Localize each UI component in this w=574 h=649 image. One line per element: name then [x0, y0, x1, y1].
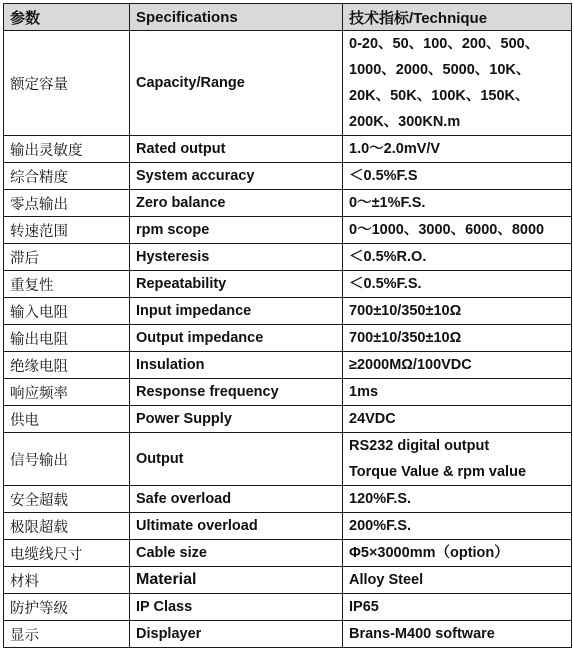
value-cell — [343, 621, 572, 648]
value-cell — [343, 217, 572, 244]
value-line: 0～±1%F.S. — [349, 195, 426, 211]
param-cn-cell: 输出灵敏度 — [4, 136, 130, 163]
param-cn-cell: 输出电阻 — [4, 325, 130, 352]
value-line: 700±10/350±10Ω — [349, 330, 462, 346]
value-cell — [343, 136, 572, 163]
table-row — [4, 271, 572, 298]
value-line: 24VDC — [349, 411, 396, 427]
header-param: 参数 — [4, 4, 130, 31]
param-en-cell: Response frequency — [130, 379, 343, 406]
param-cn-cell: 重复性 — [4, 271, 130, 298]
param-en-cell: Ultimate overload — [130, 513, 343, 540]
table-row — [4, 540, 572, 567]
value-line: 0-20、50、100、200、500、 — [349, 36, 540, 52]
value-line: ≥2000MΩ/100VDC — [349, 357, 472, 373]
param-cn-cell: 极限超载 — [4, 513, 130, 540]
value-line: ＜0.5%R.O. — [349, 249, 427, 265]
value-line: Brans-M400 software — [349, 626, 495, 642]
value-line: 1ms — [349, 384, 379, 400]
value-line: IP65 — [349, 599, 379, 615]
table-row — [4, 567, 572, 594]
value-line: 200%F.S. — [349, 518, 412, 534]
value-cell — [343, 352, 572, 379]
value-cell — [343, 190, 572, 217]
table-row — [4, 486, 572, 513]
value-line: Φ5×3000mm（option） — [349, 545, 509, 561]
value-line: ＜0.5%F.S. — [349, 276, 422, 292]
value-line: RS232 digital output — [349, 438, 490, 454]
param-en-cell: Power Supply — [130, 406, 343, 433]
table-row — [4, 325, 572, 352]
value-cell — [343, 486, 572, 513]
table-row — [4, 298, 572, 325]
param-en-cell: Material — [130, 567, 343, 594]
table-body — [4, 31, 572, 648]
param-cn-cell: 显示 — [4, 621, 130, 648]
param-cn-cell: 输入电阻 — [4, 298, 130, 325]
param-en-cell: Capacity/Range — [130, 31, 343, 136]
param-en-cell: Repeatability — [130, 271, 343, 298]
value-cell — [343, 406, 572, 433]
param-cn-cell: 防护等级 — [4, 594, 130, 621]
value-line: 120%F.S. — [349, 491, 412, 507]
param-en-cell: Output — [130, 433, 343, 486]
param-cn-cell: 零点输出 — [4, 190, 130, 217]
value-cell — [343, 379, 572, 406]
param-en-cell: Cable size — [130, 540, 343, 567]
param-cn-cell: 供电 — [4, 406, 130, 433]
param-cn-cell: 滞后 — [4, 244, 130, 271]
value-line: Alloy Steel — [349, 572, 424, 588]
table-row — [4, 136, 572, 163]
value-cell — [343, 163, 572, 190]
table-row — [4, 190, 572, 217]
param-en-cell: System accuracy — [130, 163, 343, 190]
table-row — [4, 406, 572, 433]
table-row — [4, 379, 572, 406]
param-cn-cell: 材料 — [4, 567, 130, 594]
value-cell — [343, 513, 572, 540]
param-en-cell: rpm scope — [130, 217, 343, 244]
value-line: 1.0～2.0mV/V — [349, 141, 441, 157]
param-cn-cell: 额定容量 — [4, 31, 130, 136]
param-cn-cell: 转速范围 — [4, 217, 130, 244]
value-line: 200K、300KN.m — [349, 114, 461, 130]
value-line: Torque Value & rpm value — [349, 464, 527, 480]
value-line: 1000、2000、5000、10K、 — [349, 62, 531, 78]
table-row — [4, 31, 572, 136]
value-cell — [343, 244, 572, 271]
table-header — [4, 4, 572, 31]
table-row — [4, 217, 572, 244]
value-cell — [343, 298, 572, 325]
param-en-cell: Input impedance — [130, 298, 343, 325]
header-row — [4, 4, 572, 31]
value-cell — [343, 271, 572, 298]
table-row — [4, 513, 572, 540]
value-line: 0～1000、3000、6000、8000 — [349, 222, 545, 238]
header-technique: 技术指标/Technique — [343, 4, 572, 31]
param-en-cell: IP Class — [130, 594, 343, 621]
value-line: 20K、50K、100K、150K、 — [349, 88, 530, 104]
param-cn-cell: 综合精度 — [4, 163, 130, 190]
param-en-cell: Output impedance — [130, 325, 343, 352]
param-cn-cell: 响应频率 — [4, 379, 130, 406]
value-line: ＜0.5%F.S — [349, 168, 418, 184]
table-row — [4, 352, 572, 379]
param-en-cell: Hysteresis — [130, 244, 343, 271]
value-cell — [343, 567, 572, 594]
param-cn-cell: 绝缘电阻 — [4, 352, 130, 379]
param-cn-cell: 电缆线尺寸 — [4, 540, 130, 567]
table-row — [4, 163, 572, 190]
value-cell — [343, 31, 572, 136]
param-en-cell: Zero balance — [130, 190, 343, 217]
value-line: 700±10/350±10Ω — [349, 303, 462, 319]
param-cn-cell: 信号输出 — [4, 433, 130, 486]
table-row — [4, 594, 572, 621]
table-row — [4, 433, 572, 486]
table-row — [4, 244, 572, 271]
param-en-cell: Insulation — [130, 352, 343, 379]
header-specifications: Specifications — [130, 4, 343, 31]
param-en-cell: Rated output — [130, 136, 343, 163]
param-en-cell: Safe overload — [130, 486, 343, 513]
param-cn-cell: 安全超载 — [4, 486, 130, 513]
value-cell — [343, 325, 572, 352]
specifications-table — [3, 3, 572, 648]
value-cell — [343, 540, 572, 567]
table-row — [4, 621, 572, 648]
value-cell — [343, 594, 572, 621]
param-en-cell: Displayer — [130, 621, 343, 648]
value-cell — [343, 433, 572, 486]
